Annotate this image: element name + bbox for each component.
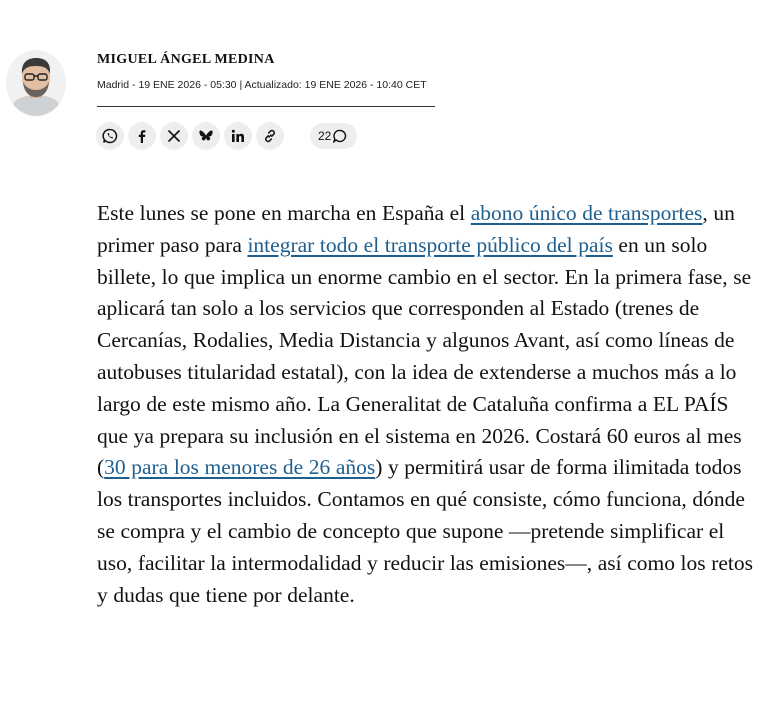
updated-time: 19 ENE 2026 - 10:40 CET <box>304 79 427 91</box>
share-whatsapp-button[interactable] <box>96 122 124 150</box>
share-bar <box>96 122 357 150</box>
x-icon <box>166 128 182 144</box>
copy-link-button[interactable] <box>256 122 284 150</box>
bluesky-icon <box>198 128 214 144</box>
link-icon <box>262 128 278 144</box>
dateline-location: Madrid <box>97 79 130 91</box>
facebook-icon <box>134 128 150 144</box>
article-text-1: Este lunes se pone en marcha en España el <box>97 201 471 225</box>
comment-count: 22 <box>318 129 332 143</box>
article-text-4: ) y permitirá usar de forma ilimitada todos los transportes incluidos. Contamos en qué consiste, cómo funciona, dónde se compra y el cambio de concepto que supone —pretende simplificar el uso, facilitar la intermodalidad y reducir las emisiones—, así como los retos y dudas que tiene por delante. <box>97 455 753 607</box>
share-x-button[interactable] <box>160 122 188 150</box>
dateline: Madrid - 19 ENE 2026 - 05:30 | Actualizado: 19 ENE 2026 - 10:40 CET <box>97 79 427 91</box>
share-bluesky-button[interactable] <box>192 122 220 150</box>
author-name[interactable]: MIGUEL ÁNGEL MEDINA <box>97 52 275 67</box>
share-linkedin-button[interactable] <box>224 122 252 150</box>
published-time: 19 ENE 2026 - 05:30 <box>138 79 237 91</box>
menores-26-link[interactable]: 30 para los menores de 26 años <box>104 455 376 480</box>
article-text-3: en un solo billete, lo que implica un enorme cambio en el sector. En la primera fase, se aplicará tan solo a los servicios que corresponden al Estado (trenes de Cercanías, Rodalies, Media Distancia y algunos Avant, así como líneas de autobuses titularidad estatal), con la idea de extenderse a muchos más a lo largo de este mismo año. La Generalitat de Cataluña confirma a EL PAÍS que ya prepara su inclusión en el sistema en 2026. Costará 60 euros al mes ( <box>97 232 752 480</box>
byline-divider <box>97 106 435 107</box>
article-paragraph <box>97 198 762 611</box>
updated-label: Actualizado: <box>244 79 302 91</box>
linkedin-icon <box>230 128 246 144</box>
comments-button[interactable] <box>310 123 357 149</box>
author-avatar[interactable] <box>6 50 66 116</box>
comment-bubble-icon <box>332 128 348 144</box>
integrar-transporte-link[interactable]: integrar todo el transporte público del país <box>247 232 613 257</box>
share-facebook-button[interactable] <box>128 122 156 150</box>
whatsapp-icon <box>102 128 118 144</box>
byline <box>97 52 427 91</box>
abono-unico-link[interactable]: abono único de transportes <box>470 201 703 225</box>
article-text-2: , un primer paso para <box>97 201 735 257</box>
